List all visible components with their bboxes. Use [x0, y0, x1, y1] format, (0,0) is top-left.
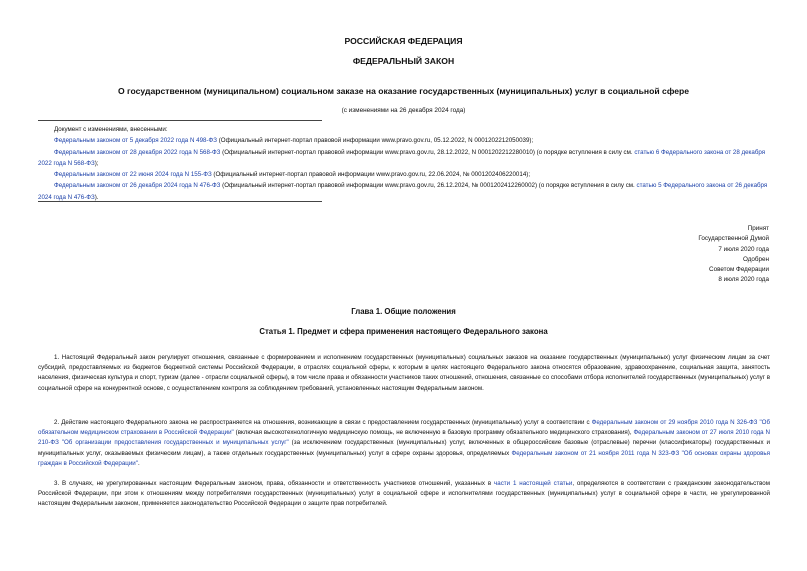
amendment-item: Федеральным законом от 28 декабря 2022 года N 568-ФЗ (Официальный интернет-портал правовой информации www.pravo.gov.ru, 28.12.2022, N 0001202212280010) (о порядке вступления в силу см. статью 6 Федерального закона от 28 декабря 2022 года N 568-ФЗ);	[38, 148, 766, 167]
amendment-link[interactable]: Федеральным законом от 5 декабря 2022 года N 498-ФЗ	[54, 137, 217, 145]
part-1-link[interactable]: части 1 настоящей статьи	[494, 480, 573, 487]
amendment-effective-link[interactable]: статью 6 Федерального закона от 28 декабря 2022 года N 568-ФЗ	[38, 148, 766, 167]
acceptance-block: Принят Государственной Думой 7 июля 2020 года Одобрен Советом Федерации 8 июля 2020 года	[698, 225, 769, 284]
amendment-item: Федеральным законом от 22 июня 2024 года N 155-ФЗ (Официальный интернет-портал правовой информации www.pravo.gov.ru, 22.06.2024, № 0001202406220014);	[54, 171, 531, 179]
paragraph-3: 3. В случаях, не урегулированных настоящим Федеральным законом, права, обязанности и ответственность участников отношений, указанных в части 1 настоящей статьи, определяются в соответствии с гражданским законодательством Российской Федерации, при этом к отношениям между потребителями государственных (муниципальных) услуг в социальной сфере и исполнителями государственных (муниципальных) услуг в социальной сфере в части, не урегулированной настоящим Федеральным законом, применяется законодательство Российской Федерации о защите прав потребителей.	[38, 480, 770, 508]
amendment-effective-link[interactable]: статью 5 Федерального закона от 26 декабря 2024 года N 476-ФЗ	[38, 182, 768, 201]
doc-type-heading: ФЕДЕРАЛЬНЫЙ ЗАКОН	[352, 56, 455, 66]
amendments-bottom-rule	[38, 201, 322, 202]
amendments-intro: Документ с изменениями, внесенными:	[54, 126, 168, 133]
amendment-link[interactable]: Федеральным законом от 22 июня 2024 года N 155-ФЗ	[54, 171, 212, 179]
law-title: О государственном (муниципальном) социальном заказе на оказание государственных (муниципальных) услуг в социальной сфере	[117, 86, 690, 96]
edition-note: (с изменениями на 26 декабря 2024 года)	[341, 107, 466, 114]
chapter-heading: Глава 1. Общие положения	[351, 307, 456, 316]
law-323-link[interactable]: Федеральным законом от 21 ноября 2011 года N 323-ФЗ "Об основах охраны здоровья граждан в Российской Федерации"	[38, 449, 770, 467]
paragraph-2: 2. Действие настоящего Федерального закона не распространяется на отношения, возникающие в связи с предоставлением государственных (муниципальных) услуг в соответствии с Федеральным законом от 29 ноября 2010 года N 326-ФЗ "Об обязательном медицинском страховании в Российской Федерации" (включая высокотехнологичную медицинскую помощь, не включенную в базовую программу обязательного медицинского страхования), Федеральным законом от 27 июля 2010 года N 210-ФЗ "Об организации предоставления государственных и муниципальных услуг" (за исключением государственных (муниципальных) услуг, включенных в общероссийские базовые (отраслевые) перечни (классификаторы) государственных и муниципальных услуг, оказываемых физическим лицам), а также отдельных государственных (муниципальных) услуг в сфере охраны здоровья, определяемых Федеральным законом от 21 ноября 2011 года N 323-ФЗ "Об основах охраны здоровья граждан в Российской Федерации".	[38, 419, 770, 467]
amendment-link[interactable]: Федеральным законом от 26 декабря 2024 года N 476-ФЗ	[54, 182, 221, 190]
amendment-item: Федеральным законом от 26 декабря 2024 года N 476-ФЗ (Официальный интернет-портал правовой информации www.pravo.gov.ru, 26.12.2024, № 0001202412260002) (о порядке вступления в силу см. статью 5 Федерального закона от 26 декабря 2024 года N 476-ФЗ).	[38, 182, 768, 201]
article-heading: Статья 1. Предмет и сфера применения настоящего Федерального закона	[259, 327, 548, 336]
state-heading: РОССИЙСКАЯ ФЕДЕРАЦИЯ	[344, 36, 463, 46]
amendment-link[interactable]: Федеральным законом от 28 декабря 2022 года N 568-ФЗ	[54, 148, 221, 156]
law-210-link[interactable]: Федеральным законом от 27 июля 2010 года N 210-ФЗ "Об организации предоставления государственных и муниципальных услуг"	[38, 429, 770, 447]
paragraph-1: 1. Настоящий Федеральный закон регулирует отношения, связанные с формированием и исполнением государственных (муниципальных) социальных заказов на оказание государственных (муниципальных) услуг физическим лицам за счет субсидий, предоставляемых из бюджетов бюджетной системы Российской Федерации, в отраслях социальной сферы, к которым в целях настоящего Федерального закона относятся образование, здравоохранение, социальная защита, занятость населения, физическая культура и спорт, туризм (далее - отрасли социальной сферы), в том числе права и обязанности участников таких отношений, отношения, связанные со способами отбора исполнителей государственных (муниципальных) услуг в социальной сфере на конкурентной основе, с осуществлением контроля за соблюдением требований, установленных настоящим Федеральным законом.	[38, 354, 770, 392]
amendments-top-rule	[38, 120, 322, 121]
amendment-item: Федеральным законом от 5 декабря 2022 года N 498-ФЗ (Официальный интернет-портал правовой информации www.pravo.gov.ru, 05.12.2022, N 0001202212050039);	[54, 137, 534, 145]
amendments-block	[38, 124, 770, 203]
law-326-link[interactable]: Федеральным законом от 29 ноября 2010 года N 326-ФЗ "Об обязательном медицинском страховании в Российской Федерации"	[38, 419, 770, 437]
